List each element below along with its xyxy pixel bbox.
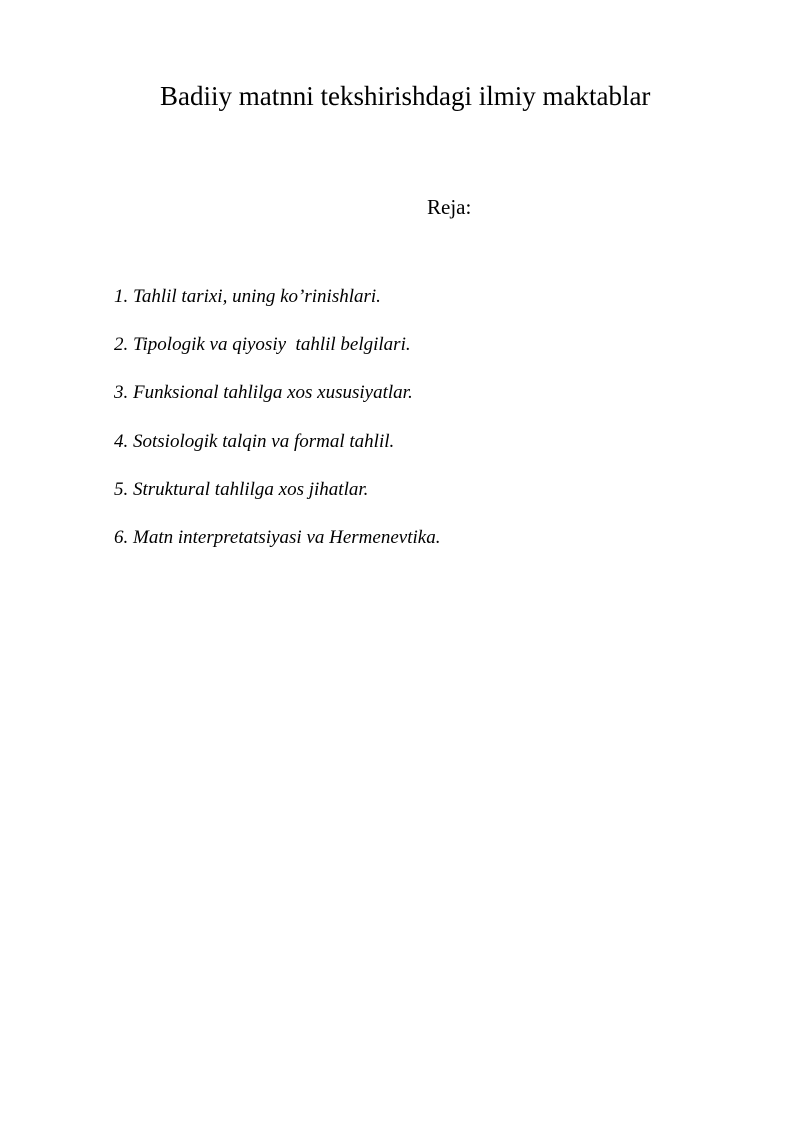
plan-item-text: Tipologik va qiyosiy tahlil belgilari.	[133, 334, 411, 356]
plan-heading: Reja:	[427, 195, 472, 219]
plan-item-text: Struktural tahlilga xos jihatlar.	[133, 478, 369, 500]
document-title: Badiiy matnni tekshirishdagi ilmiy maktablar	[160, 81, 651, 111]
plan-item	[114, 430, 440, 454]
plan-item-text: Funksional tahlilga xos xususiyatlar.	[133, 382, 413, 404]
plan-item	[114, 285, 440, 309]
plan-item-number: 3.	[114, 382, 129, 404]
plan-item-text: Matn interpretatsiyasi va Hermenevtika.	[133, 526, 441, 548]
plan-item-number: 5.	[114, 478, 129, 500]
plan-item	[114, 478, 440, 502]
plan-item-text: Tahlil tarixi, uning ko’rinishlari.	[133, 286, 381, 307]
plan-item	[114, 381, 440, 405]
plan-item-number: 4.	[114, 430, 129, 452]
plan-item-number: 2.	[114, 334, 129, 356]
plan-item	[114, 333, 440, 357]
plan-list	[114, 285, 440, 574]
plan-item-number: 6.	[114, 526, 129, 548]
plan-item-text: Sotsiologik talqin va formal tahlil.	[133, 430, 395, 452]
plan-item	[114, 526, 440, 550]
plan-item-number: 1.	[114, 286, 129, 307]
